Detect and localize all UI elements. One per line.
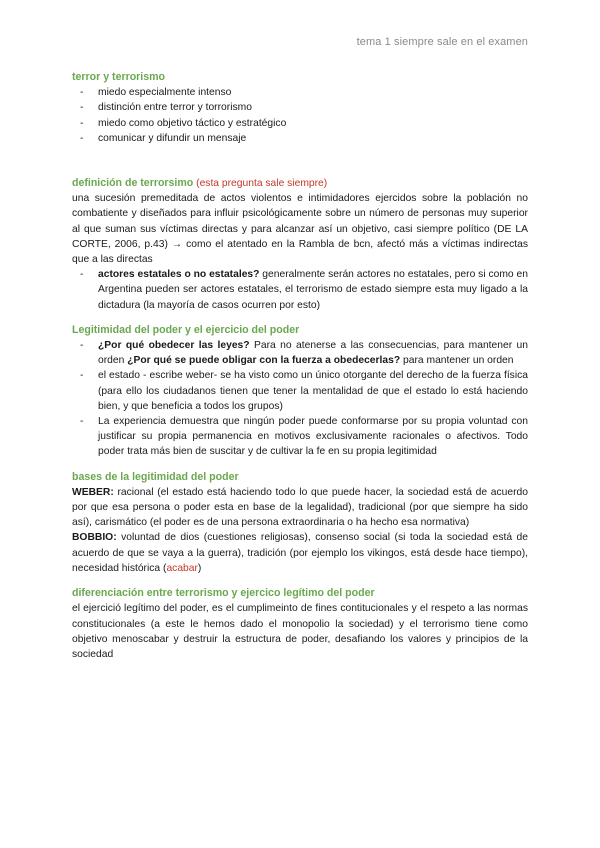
section-heading: diferenciación entre terrorismo y ejercico legítimo del poder	[72, 587, 375, 600]
exam-note: (esta pregunta sale siempre)	[196, 178, 328, 190]
section-diferenciacion	[72, 586, 528, 662]
bobbio-paragraph	[72, 530, 528, 576]
bullet-list	[72, 338, 528, 460]
list-item: - miedo como objetivo táctico y estratégico	[72, 116, 528, 131]
author-label: BOBBIO:	[72, 532, 117, 544]
definition-paragraph: una sucesión premeditada de actos violentos e intimidadores ejercidos sobre la población no combatiente y diseñados para influir psicológicamente sobre un número de personas muy superior al que suman sus víctimas directas y para alcanzar así un objetivo, casi siempre político (DE LA CORTE, 2006, p.43) → como el atentado en la Rambla de bcn, afectó más a víctimas indirectas que a las directas	[72, 193, 528, 266]
question-bold: ¿Por qué obedecer las leyes?	[98, 340, 250, 352]
section-terror	[72, 70, 528, 146]
list-item: - distinción entre terror y torrorismo	[72, 100, 528, 115]
section-definicion	[72, 176, 528, 313]
section-heading: terror y terrorismo	[72, 71, 166, 83]
section-heading: Legitimidad del poder y el ejercicio del poder	[72, 323, 300, 336]
bullet-list	[72, 267, 528, 313]
weber-paragraph	[72, 485, 528, 531]
bullet-list	[72, 85, 528, 146]
diferenciacion-paragraph: el ejercició legítimo del poder, es el cumplimeinto de fines contitucionales y el respeto a las normas constitucionales (a este le hemos dado el monopolio la sociedad) y el terrorismo tiene como objetivo menoscabar y destruir la estructura de poder, desafiando los valores y principios de la sociedad	[72, 603, 528, 660]
bobbio-text: voluntad de dios (cuestiones religiosas), consenso social (si toda la sociedad está de acuerdo de que se vaya a la guerra), tradición (por ejemplo los vikingos, está desde hace tiempo), necesidad histórica (	[72, 532, 528, 574]
document-body	[72, 70, 528, 662]
question-bold: ¿Por qué se puede obligar con la fuerza a obedecerlas?	[127, 355, 401, 367]
list-item	[72, 267, 528, 313]
author-label: WEBER:	[72, 486, 114, 498]
list-item: - comunicar y difundir un mensaje	[72, 131, 528, 146]
list-item: - La experiencia demuestra que ningún poder puede conformarse por su propia voluntad con justificar su propia permanencia en motivos exclusivamente racionales o afectivos. Todo poder trata más bien de suscitar y de cultivar la fe en su propia legitimidad	[72, 414, 528, 460]
section-heading: definición de terrorsimo	[72, 177, 194, 190]
section-bases	[72, 470, 528, 576]
list-item: - miedo especialmente intenso	[72, 85, 528, 100]
section-heading: bases de la legitimidad del poder	[72, 470, 239, 483]
list-item: - el estado - escribe weber- se ha visto como un único otorgante del derecho de la fuerza física (para ello los ciudadanos tienen que tener la mentalidad de que el estado lo está haciendo bien, y que beneficia a todos los grupos)	[72, 368, 528, 414]
pending-note: acabar	[166, 562, 198, 574]
list-item	[72, 338, 528, 368]
page-header: tema 1 siempre sale en el examen	[356, 36, 528, 48]
weber-text: racional (el estado está haciendo todo lo que puede hacer, la sociedad está de acuerdo por que esa persona o poder esta en base de la legalidad), tradicional (por que siempre ha sido así), carismático (el poder es de una persona extraordinaria o ha hecho esa normativa)	[72, 486, 528, 529]
bobbio-text-end: )	[197, 562, 202, 574]
section-legitimidad	[72, 323, 528, 460]
answer-text: Para no atenerse a las consecuencias, para mantener un orden	[98, 340, 529, 367]
question-bold: actores estatales o no estatales?	[98, 269, 260, 281]
section-heading-line	[72, 176, 528, 191]
answer-text: generalmente serán actores no estatales, pero si como en Argentina pueden ser actores estatales, el terrorismo de estado siempre esta muy ligado a la dictadura (la mayoría de casos ocurren por esto)	[98, 269, 528, 311]
answer-text: para mantener un orden	[400, 355, 514, 367]
